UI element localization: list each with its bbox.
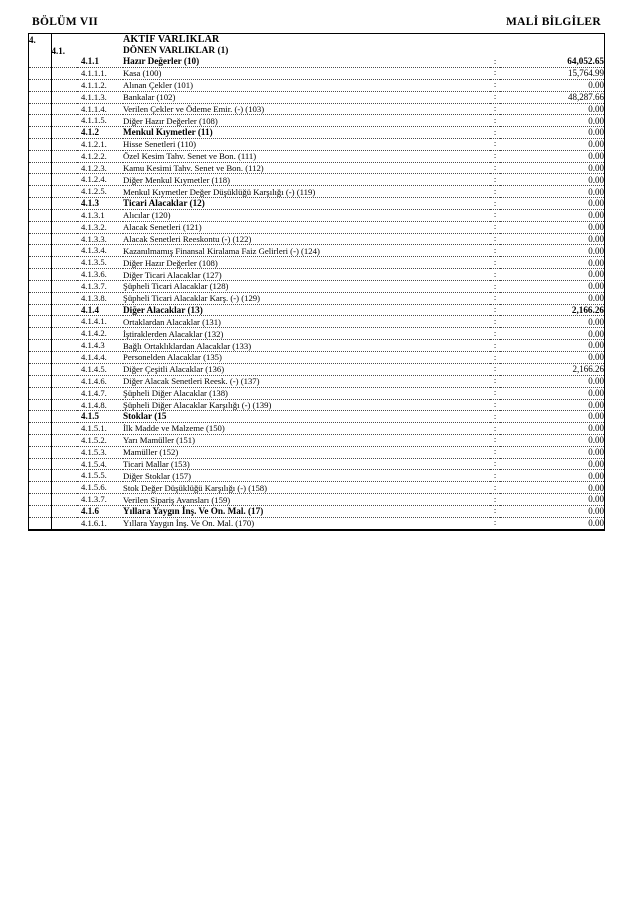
row-label: Ticari Alacaklar (12) (123, 198, 490, 210)
row-label: Diğer Menkul Kıymetler (118) (123, 174, 490, 186)
row-value: 0.00 (500, 198, 604, 210)
table-row (29, 387, 604, 399)
row-colon: : (490, 79, 500, 91)
table-row (29, 411, 604, 423)
row-colon: : (490, 375, 500, 387)
row-number: 4.1.4.4. (81, 352, 107, 362)
row-label: Stok Değer Düşüklüğü Karşılığı (-) (158) (123, 482, 490, 494)
table-row (29, 103, 604, 115)
row-colon: : (490, 446, 500, 458)
row-label: Diğer Hazır Değerler (108) (123, 115, 490, 127)
row-colon: : (490, 304, 500, 316)
row-label: Kasa (100) (123, 67, 490, 79)
row-label: Diğer Çeşitli Alacaklar (136) (123, 363, 490, 375)
row-value: 2,166.26 (500, 363, 604, 375)
table-row (29, 399, 604, 411)
row-colon: : (490, 316, 500, 328)
row-number: 4.1.2.2. (81, 150, 107, 161)
row-label: Şüpheli Ticari Alacaklar Karş. (-) (129) (123, 292, 490, 304)
row-colon: : (490, 494, 500, 506)
table-row (29, 517, 604, 529)
row-number: 4.1.3.5. (81, 257, 107, 268)
row-colon: : (490, 411, 500, 423)
table-row (29, 506, 604, 518)
row-number: 4.1.4.5. (81, 363, 107, 374)
row-label: İştiraklerden Alacaklar (132) (123, 328, 490, 340)
row-colon: : (490, 150, 500, 162)
row-number: 4.1.1 (81, 56, 99, 67)
table-row (29, 494, 604, 506)
row-value: 0.00 (500, 174, 604, 186)
row-label: Kamu Kesimi Tahv. Senet ve Bon. (112) (123, 162, 490, 174)
table-row (29, 458, 604, 470)
table-row (29, 328, 604, 340)
row-number: 4.1.3.1 (81, 209, 105, 220)
row-value: 2,166.26 (500, 304, 604, 316)
table-row (29, 422, 604, 434)
row-colon: : (490, 115, 500, 127)
row-number: 4.1.5.4. (81, 458, 107, 469)
row-value: 0.00 (500, 482, 604, 494)
row-colon: : (490, 174, 500, 186)
row-value: 0.00 (500, 281, 604, 293)
row-colon: : (490, 387, 500, 399)
row-value: 0.00 (500, 517, 604, 529)
row-colon: : (490, 162, 500, 174)
table-row (29, 352, 604, 364)
table-row (29, 79, 604, 91)
table-row (29, 434, 604, 446)
table-row (29, 186, 604, 198)
row-number: 4.1.3.6. (81, 269, 107, 280)
table-row (29, 221, 604, 233)
row-number: 4.1.5.1. (81, 422, 107, 433)
row-label: Bankalar (102) (123, 91, 490, 103)
table-row (29, 91, 604, 103)
row-colon: : (490, 482, 500, 494)
row-label: Hazır Değerler (10) (123, 56, 490, 67)
row-number: 4.1.3.3. (81, 233, 107, 244)
row-colon: : (490, 103, 500, 115)
balance-sheet-table (29, 34, 604, 530)
row-value: 0.00 (500, 340, 604, 352)
row-colon: : (490, 399, 500, 411)
header-title: MALİ BİLGİLER (506, 16, 601, 28)
table-row (29, 233, 604, 245)
row-label: Hisse Senetleri (110) (123, 138, 490, 150)
table-row (29, 269, 604, 281)
row-value: 0.00 (500, 138, 604, 150)
row-number: 4.1.6 (81, 506, 99, 517)
row-number: 4.1.1.5. (81, 115, 107, 126)
row-colon: : (490, 328, 500, 340)
row-value: 0.00 (500, 150, 604, 162)
row-colon: : (490, 269, 500, 281)
table-row (29, 446, 604, 458)
row-label: Kazanılmamış Finansal Kiralama Faiz Gelirleri (-) (124) (123, 245, 490, 257)
row-colon: : (490, 209, 500, 221)
row-colon: : (490, 422, 500, 434)
row-number: 4.1.1.1. (81, 67, 107, 78)
row-label: Alacak Senetleri (121) (123, 221, 490, 233)
row-colon: : (490, 470, 500, 482)
row-number: 4.1.3.7. (81, 281, 107, 292)
table-row (29, 115, 604, 127)
row-colon: : (490, 186, 500, 198)
row-value: 0.00 (500, 245, 604, 257)
row-value: 0.00 (500, 221, 604, 233)
row-number: 4.1.4.2. (81, 328, 107, 339)
row-value: 0.00 (500, 316, 604, 328)
row-colon (490, 34, 500, 46)
row-number: 4.1.2.5. (81, 186, 107, 197)
row-number: 4.1.3.8. (81, 292, 107, 303)
row-label: Şüpheli Diğer Alacaklar (138) (123, 387, 490, 399)
table-row (29, 198, 604, 210)
row-label: İlk Madde ve Malzeme (150) (123, 422, 490, 434)
table-row (29, 316, 604, 328)
row-value: 0.00 (500, 470, 604, 482)
table-row (29, 67, 604, 79)
row-number: 4.1.2.1. (81, 138, 107, 149)
row-value: 64,052.65 (500, 56, 604, 67)
row-value: 0.00 (500, 186, 604, 198)
row-label: Diğer Alacak Senetleri Reesk. (-) (137) (123, 375, 490, 387)
row-colon: : (490, 340, 500, 352)
row-value: 0.00 (500, 458, 604, 470)
row-colon: : (490, 138, 500, 150)
row-label: Personelden Alacaklar (135) (123, 352, 490, 364)
row-label: Alacak Senetleri Reeskontu (-) (122) (123, 233, 490, 245)
row-number: 4.1.4.1. (81, 316, 107, 327)
row-number: 4.1.6.1. (81, 517, 107, 528)
row-number: 4.1.5.2. (81, 434, 107, 445)
row-value: 48,287.66 (500, 91, 604, 103)
row-number: 4.1.1.4. (81, 103, 107, 114)
row-label: Ortaklardan Alacaklar (131) (123, 316, 490, 328)
table-row (29, 363, 604, 375)
row-label: Şüpheli Ticari Alacaklar (128) (123, 281, 490, 293)
row-number: 4.1.5 (81, 411, 99, 422)
table-row (29, 162, 604, 174)
row-number: 4.1.2 (81, 127, 99, 138)
table-row (29, 375, 604, 387)
row-colon: : (490, 352, 500, 364)
table-row (29, 138, 604, 150)
row-number: 4.1.4.8. (81, 399, 107, 410)
row-label: Stoklar (15 (123, 411, 490, 423)
row-number: 4.1.1.2. (81, 79, 107, 90)
row-label: Menkul Kıymetler (11) (123, 127, 490, 139)
row-value: 0.00 (500, 257, 604, 269)
row-value: 0.00 (500, 352, 604, 364)
row-value: 0.00 (500, 115, 604, 127)
table-row (29, 127, 604, 139)
row-label: Yıllara Yaygın İnş. Ve On. Mal. (17) (123, 506, 490, 518)
row-value: 0.00 (500, 292, 604, 304)
row-value (500, 34, 604, 46)
row-value: 0.00 (500, 434, 604, 446)
row-value: 0.00 (500, 411, 604, 423)
row-number: 4.1.3.4. (81, 245, 107, 256)
row-colon: : (490, 198, 500, 210)
row-colon: : (490, 127, 500, 139)
row-value: 0.00 (500, 422, 604, 434)
row-value: 0.00 (500, 494, 604, 506)
row-number: 4.1.3 (81, 198, 99, 209)
row-label: Ticari Mallar (153) (123, 458, 490, 470)
row-label: Mamüller (152) (123, 446, 490, 458)
row-label: Alınan Çekler (101) (123, 79, 490, 91)
row-colon (490, 46, 500, 57)
row-colon: : (490, 245, 500, 257)
header-section-label: BÖLÜM VII (32, 16, 99, 28)
row-label: Şüpheli Diğer Alacaklar Karşılığı (-) (139) (123, 399, 490, 411)
row-value: 15,764.99 (500, 67, 604, 79)
row-colon: : (490, 363, 500, 375)
table-row (29, 245, 604, 257)
table-row (29, 174, 604, 186)
row-number: 4.1.4.7. (81, 387, 107, 398)
row-label: Diğer Ticari Alacaklar (127) (123, 269, 490, 281)
row-value (500, 46, 604, 57)
row-value: 0.00 (500, 127, 604, 139)
row-number: 4.1.3.2. (81, 221, 107, 232)
row-value: 0.00 (500, 269, 604, 281)
row-colon: : (490, 281, 500, 293)
row-value: 0.00 (500, 233, 604, 245)
row-number: 4.1.4.6. (81, 375, 107, 386)
row-colon: : (490, 67, 500, 79)
row-label: Yarı Mamüller (151) (123, 434, 490, 446)
row-value: 0.00 (500, 162, 604, 174)
table-row (29, 56, 604, 67)
row-colon: : (490, 91, 500, 103)
row-number: 4.1.4 (81, 304, 99, 315)
row-value: 0.00 (500, 79, 604, 91)
row-colon: : (490, 221, 500, 233)
table-row (29, 209, 604, 221)
row-label: Verilen Sipariş Avansları (159) (123, 494, 490, 506)
row-number: 4.1.2.4. (81, 174, 107, 185)
row-number: 4.1.5.6. (81, 482, 107, 493)
row-value: 0.00 (500, 387, 604, 399)
row-colon: : (490, 434, 500, 446)
table-row (29, 470, 604, 482)
row-label: Özel Kesim Tahv. Senet ve Bon. (111) (123, 150, 490, 162)
row-colon: : (490, 517, 500, 529)
row-label: Verilen Çekler ve Ödeme Emir. (-) (103) (123, 103, 490, 115)
row-colon: : (490, 458, 500, 470)
row-number: 4.1.2.3. (81, 162, 107, 173)
row-value: 0.00 (500, 399, 604, 411)
table-row (29, 281, 604, 293)
row-label: Bağlı Ortaklıklardan Alacaklar (133) (123, 340, 490, 352)
page-header (28, 16, 605, 33)
table-body (29, 34, 604, 529)
row-number: 4.1.1.3. (81, 91, 107, 102)
row-value: 0.00 (500, 209, 604, 221)
row-value: 0.00 (500, 446, 604, 458)
row-label: DÖNEN VARLIKLAR (1) (123, 45, 229, 56)
table-row (29, 257, 604, 269)
row-value: 0.00 (500, 103, 604, 115)
row-label: Diğer Hazır Değerler (108) (123, 257, 490, 269)
row-label: Alıcılar (120) (123, 209, 490, 221)
row-label: AKTİF VARLIKLAR (123, 34, 220, 45)
table-row (29, 482, 604, 494)
row-colon: : (490, 56, 500, 67)
row-colon: : (490, 292, 500, 304)
row-label: Menkul Kıymetler Değer Düşüklüğü Karşılığı (-) (119) (123, 186, 490, 198)
row-value: 0.00 (500, 375, 604, 387)
row-value: 0.00 (500, 328, 604, 340)
row-number: 4.1. (51, 45, 65, 56)
row-label: Yıllara Yaygın İnş. Ve On. Mal. (170) (123, 517, 490, 529)
table-row (29, 34, 604, 46)
row-number: 4. (29, 34, 36, 45)
row-colon: : (490, 257, 500, 269)
row-label: Diğer Stoklar (157) (123, 470, 490, 482)
row-label: Diğer Alacaklar (13) (123, 304, 490, 316)
balance-sheet-table-wrapper (28, 33, 605, 531)
row-colon: : (490, 233, 500, 245)
row-number: 4.1.4.3 (81, 340, 105, 351)
row-number: 4.1.5.3. (81, 446, 107, 457)
row-number: 4.1.5.5. (81, 470, 107, 481)
table-row (29, 340, 604, 352)
table-row (29, 150, 604, 162)
table-row (29, 304, 604, 316)
row-value: 0.00 (500, 506, 604, 518)
row-colon: : (490, 506, 500, 518)
table-row (29, 46, 604, 57)
row-number: 4.1.3.7. (81, 494, 107, 505)
table-row (29, 292, 604, 304)
